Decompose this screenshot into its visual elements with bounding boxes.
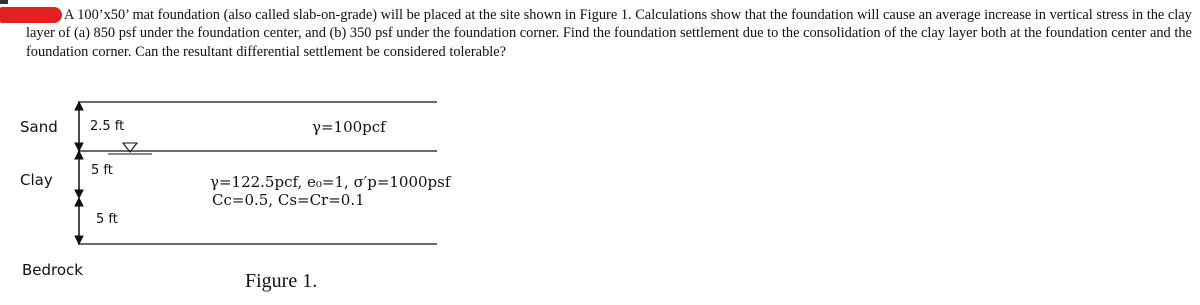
figure-caption: Figure 1.: [245, 270, 318, 292]
sand-unit-weight: γ=100pcf: [312, 118, 386, 136]
water-table-icon: [108, 143, 152, 154]
problem-text: A 100’x50’ mat foundation (also called slab-on-grade) will be placed at the site shown in Figure 1. Calculations show that the foundation will cause an average increase in vertical stress in the clay layer of (a) 850 psf under the foundation center, and (b) 350 psf under the foundation corner. Find the foundation settlement due to the consolidation of the clay layer both at the foundation center and the foundation corner. Can the resultant differential settlement be considered tolerable?: [26, 7, 1192, 60]
sand-thickness-label: 2.5 ft: [90, 119, 125, 134]
clay-lower-thickness-label: 5 ft: [96, 212, 118, 227]
dimension-arrow-sand: [75, 102, 83, 151]
clay-layer-label: Clay: [20, 171, 53, 189]
sand-layer-label: Sand: [20, 118, 58, 136]
problem-statement: [26, 6, 1194, 61]
dimension-arrow-clay-upper: [75, 151, 83, 198]
soil-profile-figure: [0, 92, 1200, 305]
clay-upper-thickness-label: 5 ft: [91, 163, 113, 178]
bedrock-layer-label: Bedrock: [22, 261, 83, 279]
clay-properties-line1: γ=122.5pcf, e₀=1, σ′p=1000psf: [210, 173, 451, 191]
clay-properties-line2: Cc=0.5, Cs=Cr=0.1: [212, 191, 365, 209]
dimension-arrow-clay-lower: [75, 198, 83, 244]
soil-profile-diagram: [0, 92, 1200, 305]
